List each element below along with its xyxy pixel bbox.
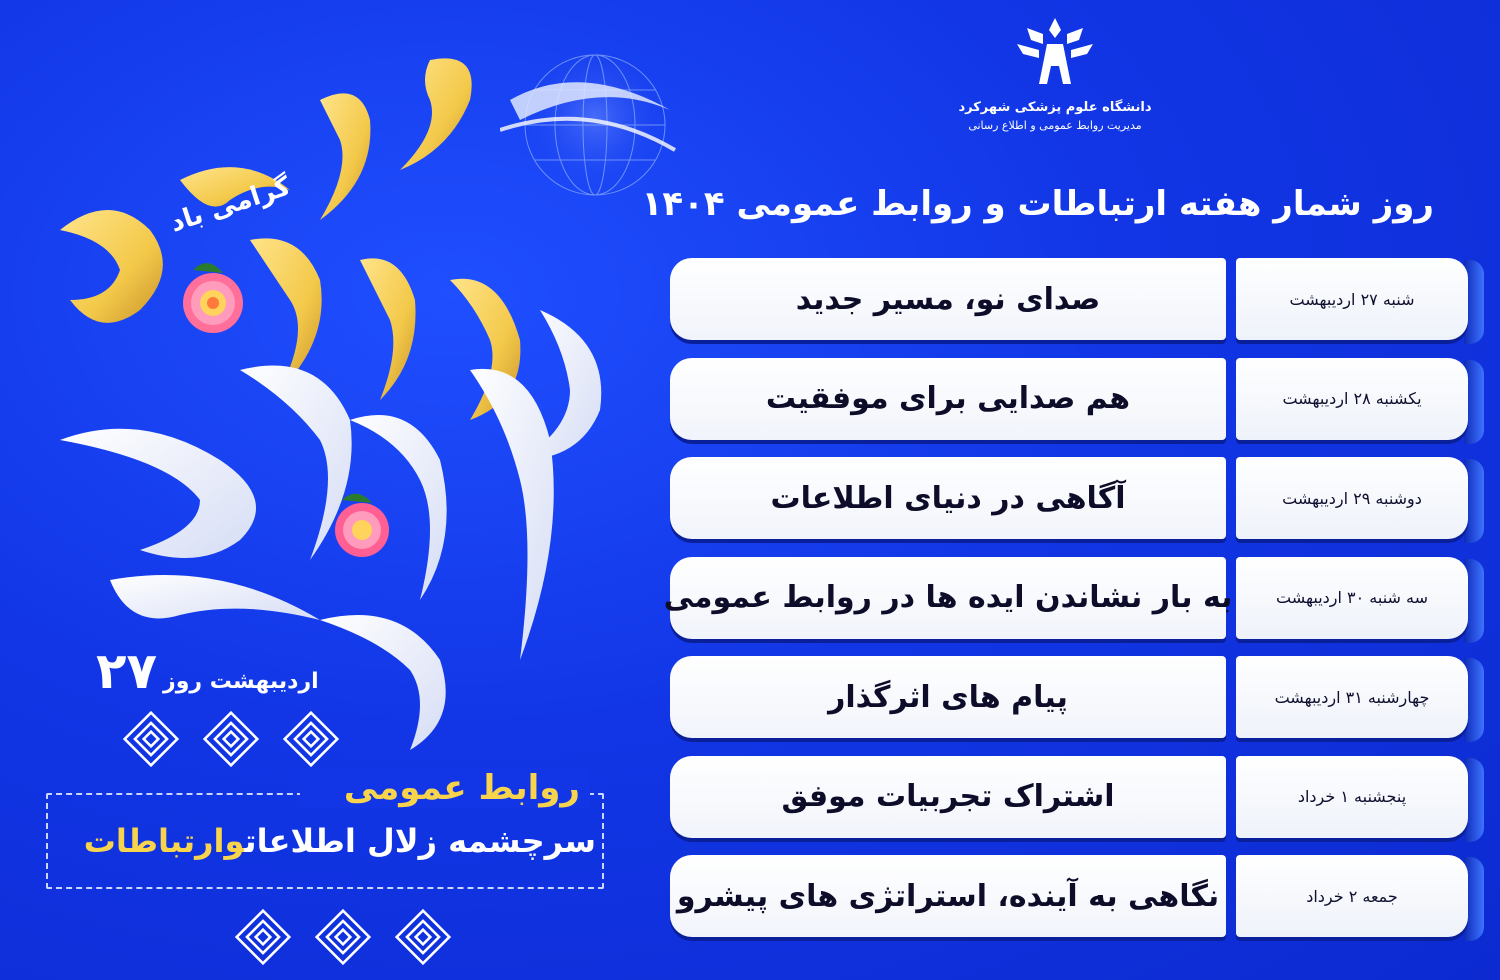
day-text: شنبه ۲۷ اردیبهشت	[1236, 258, 1468, 340]
day-text: جمعه ۲ خرداد	[1236, 855, 1468, 937]
slogan-part-3: ارتباطات	[83, 822, 225, 860]
day-number: ۲۷	[96, 642, 158, 700]
ornament-pattern-icon	[200, 708, 262, 770]
schedule-row	[670, 756, 1480, 838]
schedule-row	[663, 557, 1480, 639]
university-logo-icon	[1013, 14, 1097, 92]
theme-text: پیام های اثرگذار	[670, 656, 1226, 738]
ornament-row	[232, 906, 454, 968]
schedule-row	[670, 855, 1480, 937]
day-text: سه شنبه ۳۰ اردیبهشت	[1236, 557, 1468, 639]
day-text: پنجشنبه ۱ خرداد	[1236, 756, 1468, 838]
schedule-row	[670, 656, 1480, 738]
theme-text: نگاهی به آینده، استراتژی های پیشرو	[670, 855, 1226, 937]
schedule-list	[663, 258, 1480, 955]
slogan-title: روابط عمومی	[300, 768, 590, 808]
ornament-pattern-icon	[120, 708, 182, 770]
ornament-pattern-icon	[280, 708, 342, 770]
slogan-part-2: و	[224, 822, 245, 860]
theme-text: اشتراک تجربیات موفق	[670, 756, 1226, 838]
theme-text: به بار نشاندن ایده ها در روابط عمومی	[670, 557, 1226, 639]
slogan-line	[56, 822, 596, 860]
slogan-part-1: سرچشمه زلال اطلاعات	[244, 822, 596, 860]
theme-text: هم صدایی برای موفقیت	[670, 358, 1226, 440]
day-text: چهارشنبه ۳۱ اردیبهشت	[1236, 656, 1468, 738]
flower-icon	[168, 255, 258, 345]
university-logo	[958, 14, 1152, 164]
theme-text: صدای نو، مسیر جدید	[670, 258, 1226, 340]
day-label: اردیبهشت روز	[163, 669, 319, 694]
department-name: مدیریت روابط عمومی و اطلاع رسانی	[968, 119, 1142, 132]
ornament-pattern-icon	[392, 906, 454, 968]
university-name: دانشگاه علوم پزشکی شهرکرد	[958, 100, 1152, 115]
flower-icon	[322, 488, 402, 568]
day-badge	[96, 642, 319, 700]
ornament-pattern-icon	[232, 906, 294, 968]
ornament-row	[120, 708, 342, 770]
schedule-row	[670, 258, 1480, 340]
ornament-pattern-icon	[312, 906, 374, 968]
gerami-bad-text: گرامی باد	[166, 171, 295, 239]
day-text: یکشنبه ۲۸ اردیبهشت	[1236, 358, 1468, 440]
day-text: دوشنبه ۲۹ اردیبهشت	[1236, 457, 1468, 539]
schedule-title: روز شمار هفته ارتباطات و روابط عمومی ۱۴۰۴	[641, 184, 1434, 224]
theme-text: آگاهی در دنیای اطلاعات	[670, 457, 1226, 539]
schedule-row	[670, 457, 1480, 539]
schedule-row	[670, 358, 1480, 440]
